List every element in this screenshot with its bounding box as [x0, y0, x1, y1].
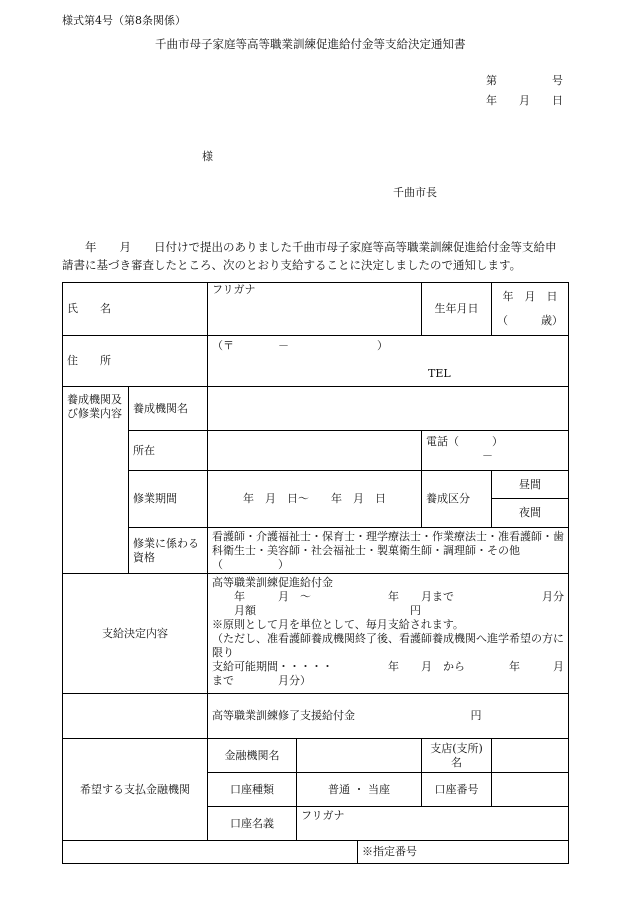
location-field[interactable]	[208, 431, 422, 471]
designated-number-label: ※指定番号	[362, 845, 417, 858]
holder-furigana-label: フリガナ	[301, 809, 345, 822]
addressee-suffix: 様	[202, 150, 213, 163]
birthdate-field[interactable]	[492, 283, 569, 336]
designated-number-field[interactable]	[358, 841, 569, 864]
qualification-label: 修業に係わる資格	[129, 528, 208, 574]
institution-name-field[interactable]	[208, 387, 569, 431]
age-value: （ 歳）	[497, 314, 563, 327]
document-number: 第 号	[486, 74, 563, 87]
decision-label: 支給決定内容	[63, 574, 208, 694]
period-value[interactable]: 年 月 日～ 年 月 日	[208, 471, 422, 528]
decision-content	[208, 574, 569, 694]
period-label: 修業期間	[129, 471, 208, 528]
qualification-list[interactable]: 看護師・介護福祉士・保育士・理学療法士・作業療法士・准看護師・歯科衛生士・美容師・社会福祉士・製菓衛生師・調理師・その他（ ）	[208, 528, 569, 574]
account-number-field[interactable]	[492, 773, 569, 807]
account-number-label: 口座番号	[422, 773, 492, 807]
form-number: 様式第4号（第8条関係）	[62, 14, 186, 27]
account-type-value[interactable]: 普通 ・ 当座	[297, 773, 422, 807]
document-title: 千曲市母子家庭等高等職業訓練促進給付金等支給決定通知書	[155, 37, 466, 51]
completion-yen: 円	[470, 709, 482, 722]
account-holder-label: 口座名義	[208, 807, 297, 841]
intro-line-1: 年 月 日付けで提出のありました千曲市母子家庭等高等職業訓練促進給付金等支給申	[62, 240, 557, 254]
decision-line-1: 高等職業訓練促進給付金	[212, 576, 333, 589]
decision-label-continued	[63, 694, 208, 739]
decision-line-4: ※原則として月を単位として、毎月支給されます。	[212, 618, 464, 631]
branch-field[interactable]	[492, 739, 569, 773]
address-field[interactable]	[208, 336, 569, 387]
decision-line-6: 支給可能期間・・・・・ 年 月 から 年 月まで 月分）	[212, 660, 564, 687]
decision-line-2: 年 月 ～ 年 月まで 月分	[212, 590, 564, 603]
bank-name-field[interactable]	[297, 739, 422, 773]
nighttime-option[interactable]: 夜間	[519, 506, 541, 519]
intro-line-2: 請書に基づき審査したところ、次のとおり支給することに決定しましたので通知します。	[62, 258, 522, 272]
branch-label: 支店(支所)名	[422, 739, 492, 773]
institution-name-label: 養成機関名	[129, 387, 208, 431]
birthdate-value: 年 月 日	[502, 290, 558, 303]
bank-group-label: 希望する支払金融機関	[63, 739, 208, 841]
category-label: 養成区分	[422, 471, 492, 528]
address-label: 住 所	[63, 336, 208, 387]
decision-table	[62, 282, 569, 864]
intro-paragraph	[62, 238, 582, 274]
category-options	[492, 471, 569, 528]
phone-dash: －	[482, 449, 493, 462]
daytime-option[interactable]: 昼間	[492, 471, 568, 499]
account-holder-field[interactable]	[297, 807, 569, 841]
decision-line-3: 月額 円	[212, 604, 421, 617]
postal-code: （〒 － ）	[212, 339, 388, 352]
account-type-label: 口座種類	[208, 773, 297, 807]
phone-label: 電話（ ）	[426, 435, 503, 448]
issue-date: 年 月 日	[486, 94, 563, 107]
completion-label: 高等職業訓練修了支援給付金	[212, 709, 355, 722]
designated-number-blank	[63, 841, 358, 864]
birthdate-label: 生年月日	[422, 283, 492, 336]
phone-field[interactable]	[422, 431, 569, 471]
sender-name: 千曲市長	[393, 186, 437, 199]
completion-row	[208, 694, 569, 739]
decision-line-5: （ただし、准看護師養成機関終了後、看護師養成機関へ進学希望の方に限り	[212, 632, 564, 659]
address-tel-label: TEL	[428, 367, 451, 380]
bank-name-label: 金融機関名	[208, 739, 297, 773]
name-field[interactable]	[208, 283, 422, 336]
name-label: 氏 名	[63, 283, 208, 336]
institution-group-label: 養成機関及び修業内容	[63, 387, 129, 574]
name-furigana-label: フリガナ	[212, 283, 256, 296]
location-label: 所在	[129, 431, 208, 471]
